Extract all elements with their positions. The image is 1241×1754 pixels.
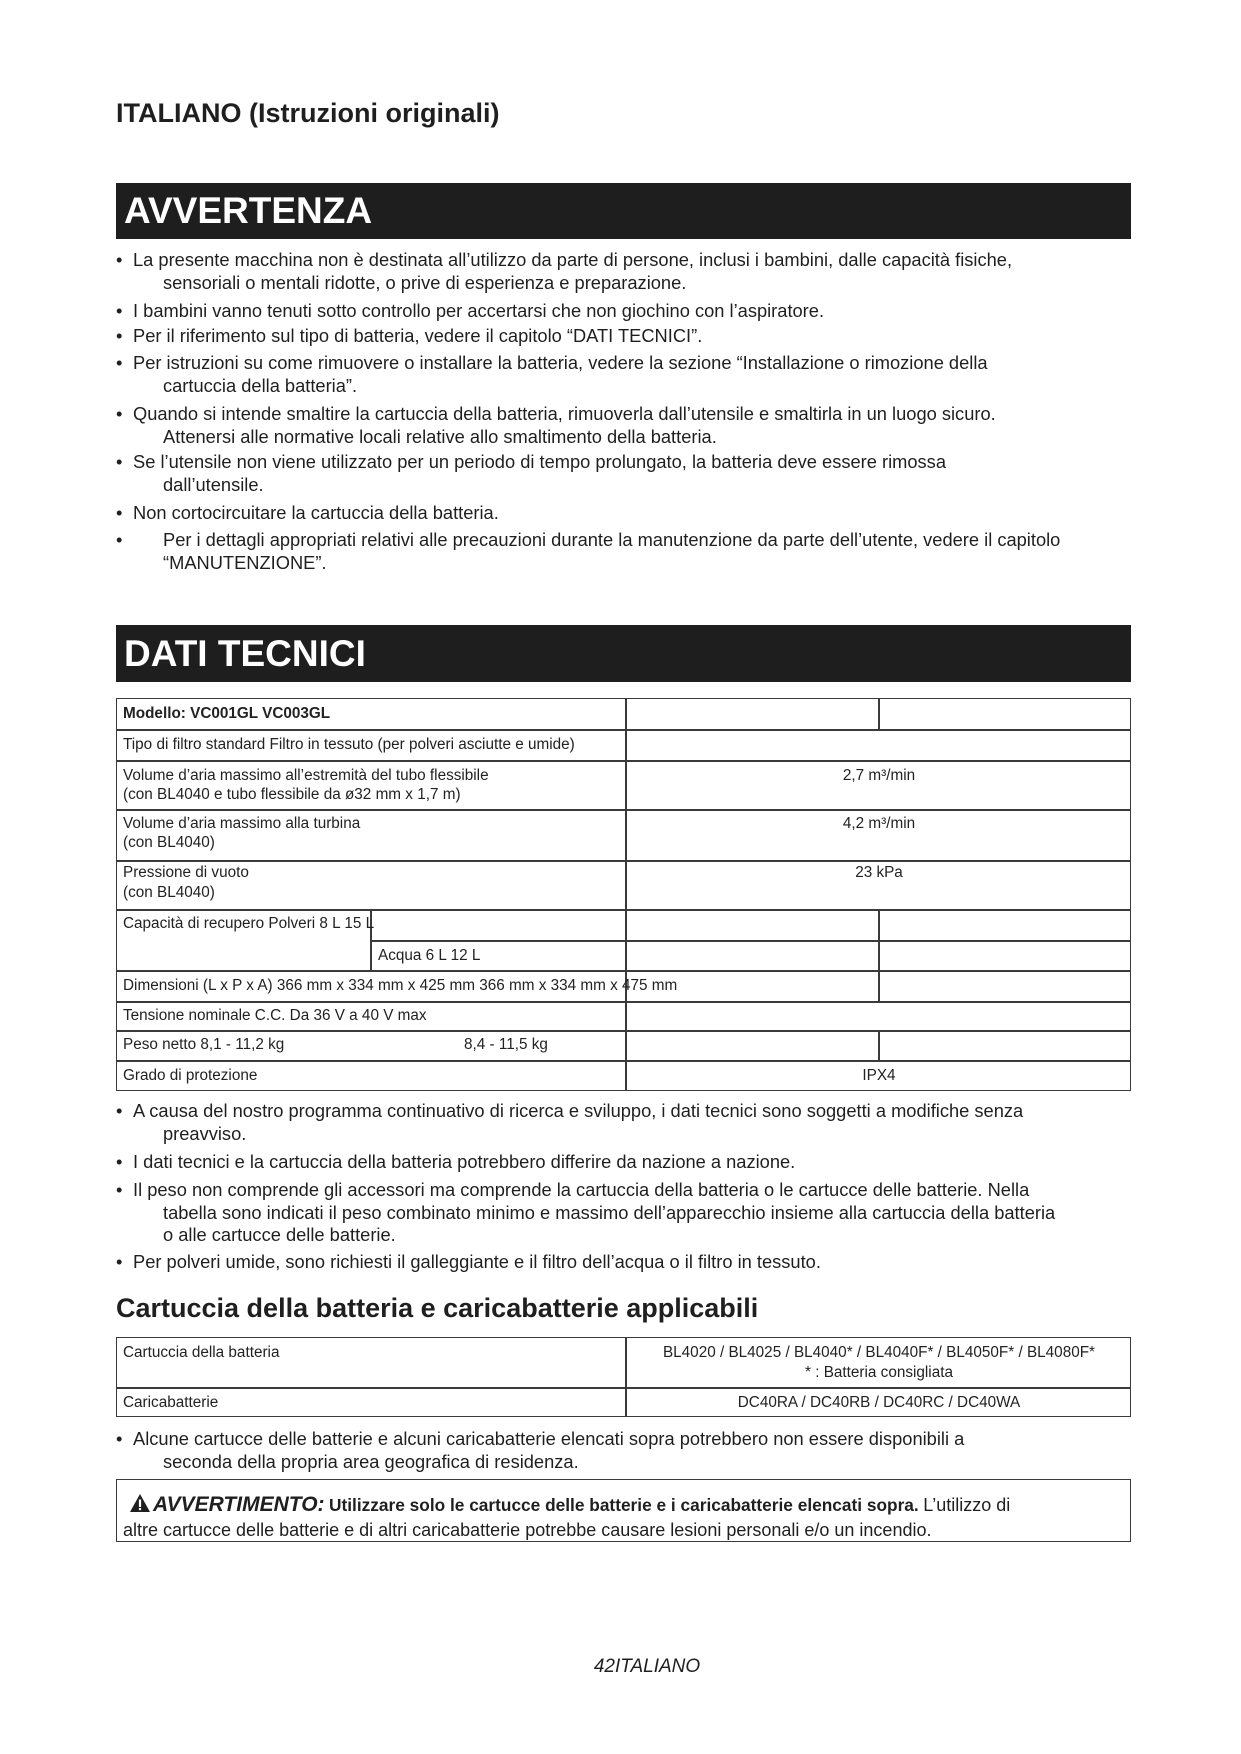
capacity-water-cell: Acqua 6 L 12 L: [378, 947, 481, 964]
warning-triangle-icon: [129, 1493, 151, 1513]
bullet-text-line: La presente macchina non è destinata all’utilizzo da parte di persone, inclusi i bambini, dalle capacità fisiche,: [133, 249, 1013, 270]
air-volume-hose-value: 2,7 m³/min: [842, 767, 916, 784]
battery-label-cell: Cartuccia della batteria: [123, 1344, 280, 1361]
warning-bullet: [116, 502, 499, 525]
battery-models-cell: BL4020 / BL4025 / BL4040* / BL4040F* / BL4050F* / BL4080F*: [662, 1344, 1096, 1361]
specs-note: [116, 1100, 1023, 1145]
table-rule: [117, 1030, 1130, 1032]
caution-line: [129, 1492, 1010, 1520]
caution-box: [116, 1479, 1131, 1542]
weight-alt-cell: 8,4 - 11,5 kg: [464, 1036, 548, 1053]
table-rule: [878, 909, 880, 1001]
protection-value: IPX4: [862, 1067, 896, 1084]
bullet-text-line: “MANUTENZIONE”.: [163, 551, 327, 573]
bullet-text-line: Non cortocircuitare la cartuccia della batteria.: [133, 502, 499, 523]
warning-section-heading: AVVERTENZA: [124, 190, 373, 231]
vacuum-pressure-label: Pressione di vuoto: [123, 864, 249, 881]
air-volume-turbine-value: 4,2 m³/min: [842, 815, 916, 832]
bullet-dot: •: [116, 1179, 123, 1200]
air-volume-turbine-condition: (con BL4040): [123, 834, 215, 851]
bullet-dot: •: [116, 249, 123, 270]
warning-bullet: [116, 325, 702, 348]
table-rule: [117, 860, 1130, 862]
vacuum-pressure-value: 23 kPa: [855, 864, 903, 881]
bullet-dot: •: [116, 451, 123, 472]
specs-note: [116, 1251, 821, 1274]
air-volume-hose-label: Volume d’aria massimo all’estremità del tubo flessibile: [123, 767, 489, 784]
bullet-text-line: Per istruzioni su come rimuovere o installare la batteria, vedere la sezione “Installazione o rimozione della: [133, 352, 988, 373]
table-rule: [117, 760, 1130, 762]
table-rule: [370, 940, 1130, 942]
warning-bullet: [116, 451, 946, 496]
bullet-text-line: Attenersi alle normative locali relative allo smaltimento della batteria.: [163, 425, 717, 447]
bullet-dot: •: [116, 403, 123, 424]
table-rule: [117, 970, 1130, 972]
table-rule: [117, 909, 1130, 911]
bullet-dot: •: [116, 1251, 123, 1272]
compat-note: [116, 1428, 964, 1473]
table-rule: [625, 699, 627, 1090]
note-text-line: seconda della propria area geografica di residenza.: [163, 1450, 579, 1472]
charger-label-cell: Caricabatterie: [123, 1394, 219, 1411]
compatibility-table: [116, 1337, 1131, 1417]
bullet-text-line: Quando si intende smaltire la cartuccia della batteria, rimuoverla dall’utensile e smaltirla in un luogo sicuro.: [133, 403, 996, 424]
bullet-dot: •: [116, 529, 123, 550]
page-footer: 42ITALIANO: [593, 1656, 701, 1677]
warning-bullet: [116, 249, 1012, 294]
bullet-text-line: Per il riferimento sul tipo di batteria, vedere il capitolo “DATI TECNICI”.: [133, 325, 703, 346]
specs-note: [116, 1179, 1055, 1247]
note-text-line: A causa del nostro programma continuativo di ricerca e sviluppo, i dati tecnici sono soggetti a modifiche senza: [133, 1100, 1024, 1121]
caution-bold-text: Utilizzare solo le cartucce delle batterie e i caricabatterie elencati sopra.: [328, 1495, 919, 1515]
table-rule: [878, 699, 880, 729]
bullet-text-line: sensoriali o mentali ridotte, o prive di esperienza e preparazione.: [163, 271, 687, 293]
bullet-text-line: dall’utensile.: [163, 473, 264, 495]
capacity-dust-cell: Capacità di recupero Polveri 8 L 15 L: [123, 915, 375, 932]
bullet-text-line: cartuccia della batteria”.: [163, 374, 358, 396]
bullet-dot: •: [116, 1100, 123, 1121]
caution-text: L’utilizzo di: [923, 1495, 1011, 1515]
compat-section-heading: Cartuccia della batteria e caricabatterie applicabili: [116, 1293, 759, 1323]
note-text-line: Il peso non comprende gli accessori ma comprende la cartuccia della batteria o le cartucce delle batterie. Nella: [133, 1179, 1030, 1200]
warning-bullet: [116, 352, 988, 397]
bullet-dot: •: [116, 1151, 123, 1172]
specs-section-banner: [116, 625, 1131, 682]
note-text-line: Alcune cartucce delle batterie e alcuni caricabatterie elencati sopra potrebbero non essere disponibili a: [133, 1428, 965, 1449]
voltage-cell: Tensione nominale C.C. Da 36 V a 40 V max: [123, 1007, 427, 1024]
vacuum-pressure-condition: (con BL4040): [123, 884, 215, 901]
bullet-dot: •: [116, 1428, 123, 1449]
specifications-table: [116, 698, 1131, 1091]
model-cell: Modello: VC001GL VC003GL: [123, 705, 331, 722]
bullet-dot: •: [116, 502, 123, 523]
specs-section-heading: DATI TECNICI: [124, 632, 366, 674]
caution-text-continued: altre cartucce delle batterie e di altri caricabatterie potrebbe causare lesioni personali e/o un incendio.: [123, 1520, 932, 1540]
note-text-line: I dati tecnici e la cartuccia della batteria potrebbero differire da nazione a nazione.: [133, 1151, 796, 1172]
table-rule: [117, 729, 1130, 731]
bullet-text-line: I bambini vanno tenuti sotto controllo per accertarsi che non giochino con l’aspiratore.: [133, 300, 825, 321]
note-text-line: Per polveri umide, sono richiesti il galleggiante e il filtro dell’acqua o il filtro in tessuto.: [133, 1251, 821, 1272]
bullet-dot: •: [116, 352, 123, 373]
table-rule: [117, 1001, 1130, 1003]
note-text-line: preavviso.: [163, 1122, 247, 1144]
note-text-line: tabella sono indicati il peso combinato minimo e massimo dell’apparecchio insieme alla cartuccia della batteria: [163, 1201, 1056, 1223]
bullet-text-line: Per i dettagli appropriati relativi alle precauzioni durante la manutenzione da parte dell’utente, vedere il capitolo: [163, 529, 1061, 550]
bullet-dot: •: [116, 325, 123, 346]
page-title: ITALIANO (Istruzioni originali): [116, 98, 500, 128]
bullet-dot: •: [116, 300, 123, 321]
air-volume-hose-condition: (con BL4040 e tubo flessibile da ø32 mm x 1,7 m): [123, 786, 461, 803]
table-rule: [117, 1060, 1130, 1062]
table-rule: [878, 1030, 880, 1060]
caution-label: AVVERTIMENTO:: [153, 1493, 325, 1516]
specs-note: [116, 1151, 795, 1174]
protection-label: Grado di protezione: [123, 1067, 258, 1084]
filter-type-cell: Tipo di filtro standard Filtro in tessuto (per polveri asciutte e umide): [123, 736, 575, 753]
battery-footnote: * : Batteria consigliata: [805, 1364, 953, 1381]
warning-bullet: [116, 300, 824, 323]
dimensions-cell: Dimensioni (L x P x A) 366 mm x 334 mm x 425 mm 366 mm x 334 mm x 475 mm: [123, 977, 678, 994]
note-text-line: o alle cartucce delle batterie.: [163, 1224, 396, 1245]
table-rule: [117, 1387, 1130, 1389]
bullet-text-line: Se l’utensile non viene utilizzato per un periodo di tempo prolungato, la batteria deve essere rimossa: [133, 451, 946, 472]
charger-models-cell: DC40RA / DC40RB / DC40RC / DC40WA: [737, 1394, 1021, 1411]
warning-bullet: [116, 403, 996, 448]
warning-section-banner: [116, 183, 1131, 239]
table-rule: [117, 809, 1130, 811]
weight-cell: Peso netto 8,1 - 11,2 kg: [123, 1036, 285, 1053]
air-volume-turbine-label: Volume d’aria massimo alla turbina: [123, 815, 361, 832]
warning-bullet: [116, 529, 1060, 574]
